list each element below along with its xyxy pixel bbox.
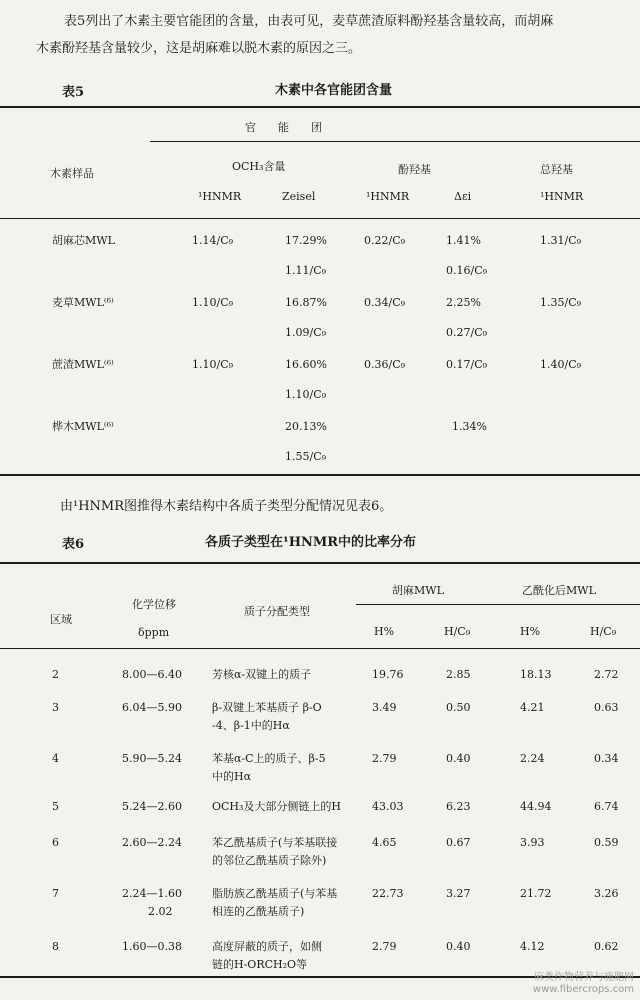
table6-sub-h-percent: H% [374,625,395,638]
table5-cell-och3-hnmr: 1.10/C₉ [192,358,234,371]
table6-cell-h-percent: 2.79 [372,940,397,953]
table6-cell-shift-line-2: 2.02 [148,905,173,918]
table6-cell-h-c9: 0.40 [446,940,471,953]
table6-cell-h-percent: 2.79 [372,752,397,765]
table6-cell-h-percent-acetylated: 21.72 [520,887,552,900]
table5-group-rule [150,141,640,142]
table6-cell-shift: 8.00—6.40 [122,668,182,681]
table6-cell-region: 6 [52,836,59,849]
table5-cell-phenolic-hnmr: 0.22/C₉ [364,234,406,247]
table6-cell-h-c9-acetylated: 0.59 [594,836,619,849]
table5-cell-total: 1.40/C₉ [540,358,582,371]
table5-row-header: 木素样品 [50,167,94,180]
table5-cell-phenolic-hnmr: 0.34/C₉ [364,296,406,309]
table6-cell-h-c9: 6.23 [446,800,471,813]
table5-cell-zeisel-2: 1.09/C₉ [285,326,327,339]
table6-sub-h-c9-acetylated: H/C₉ [590,625,617,638]
table5-cell-dei: 0.17/C₉ [446,358,488,371]
table6-cell-h-c9: 0.50 [446,701,471,714]
table6-cell-h-percent-acetylated: 4.12 [520,940,545,953]
table5-cell-zeisel-2: 1.55/C₉ [285,450,327,463]
table5-group-header: 官 能 团 [245,121,322,134]
table5-bottom-rule [0,474,640,476]
table6-cell-type-line-2: 链的H-ORCH₂O等 [212,958,308,971]
table6-sub-h-c9: H/C₉ [444,625,471,638]
table6-cell-type: 苯乙酰基质子(与苯基联接 [212,836,338,849]
table5-cell-dei: 1.41% [446,234,481,247]
table5-title: 木素中各官能团含量 [275,83,393,98]
table6-col-shift-unit: δppm [138,626,170,639]
table6-cell-region: 5 [52,800,59,813]
table6-cell-shift: 1.60—0.38 [122,940,182,953]
table6-cell-shift: 5.90—5.24 [122,752,182,765]
table5-cell-zeisel: 20.13% [285,420,327,433]
table6-cell-h-percent-acetylated: 18.13 [520,668,552,681]
table6-intro-text: 由¹HNMR图推得木素结构中各质子类型分配情况见表6。 [60,499,393,514]
table6-group-rule [356,604,640,605]
table6-top-rule [0,562,640,564]
table6-cell-type-line-2: 的邻位乙酰基质子除外) [212,854,327,867]
table5-col-total: 总羟基 [540,163,573,176]
table6-cell-shift: 5.24—2.60 [122,800,182,813]
table5-cell-och3-hnmr: 1.10/C₉ [192,296,234,309]
table5-cell-zeisel: 17.29% [285,234,327,247]
table6-title: 各质子类型在¹HNMR中的比率分布 [205,535,417,550]
table6-cell-type: 脂肪族乙酰基质子(与苯基 [212,887,338,900]
table6-col-shift: 化学位移 [132,598,176,611]
table6-cell-h-percent-acetylated: 4.21 [520,701,545,714]
table6-cell-h-percent: 4.65 [372,836,397,849]
table6-cell-region: 7 [52,887,59,900]
table6-cell-region: 4 [52,752,59,765]
table5-col-och3: OCH₃含量 [232,160,286,173]
table6-cell-h-c9-acetylated: 0.34 [594,752,619,765]
table6-cell-type: 高度屏蔽的质子，如侧 [212,940,322,953]
table5-cell-dei-2: 0.16/C₉ [446,264,488,277]
table6-cell-h-percent: 22.73 [372,887,404,900]
table6-cell-type-line-2: 中的Hα [212,770,252,783]
table6-cell-h-c9-acetylated: 2.72 [594,668,619,681]
table5-sub-hnmr-phenolic: ¹HNMR [366,190,410,203]
table6-cell-h-percent-acetylated: 44.94 [520,800,552,813]
table6-cell-shift: 2.24—1.60 [122,887,182,900]
table5-sub-hnmr-och3: ¹HNMR [198,190,242,203]
table6-cell-type: β-双键上苯基质子 β-O [212,701,322,714]
table6-col-type: 质子分配类型 [244,605,310,618]
intro-line-2: 木素酚羟基含量较少，这是胡麻难以脱木素的原因之三。 [36,41,362,56]
table6-cell-h-percent-acetylated: 2.24 [520,752,545,765]
table5-cell-dei: 2.25% [446,296,481,309]
table6-cell-type: 芳核α-双键上的质子 [212,668,312,681]
table6-cell-type-line-2: 相连的乙酰基质子) [212,905,305,918]
table5-number: 表5 [62,85,85,100]
intro-line-1: 表5列出了木素主要官能团的含量，由表可见，麦草蔗渣原料酚羟基含量较高，而胡麻 [64,14,554,29]
table6-cell-h-percent: 43.03 [372,800,404,813]
table5-cell-total: 1.35/C₉ [540,296,582,309]
watermark-line-2: www.fibercrops.com [532,984,634,995]
table5-cell-phenolic-hnmr: 0.36/C₉ [364,358,406,371]
table5-cell-dei: 1.34% [452,420,487,433]
table5-cell-zeisel-2: 1.10/C₉ [285,388,327,401]
table5-sample: 麦草MWL⁽⁶⁾ [52,296,114,309]
table5-sub-hnmr-total: ¹HNMR [540,190,584,203]
table6-cell-h-c9: 0.40 [446,752,471,765]
table6-col-acetylated-mwl: 乙酰化后MWL [522,584,596,597]
table5-cell-dei-2: 0.27/C₉ [446,326,488,339]
table6-col-mwl: 胡麻MWL [392,584,444,597]
table6-cell-type-line-2: -4、β-1中的Hα [212,719,290,732]
table5-sample: 蔗渣MWL⁽⁶⁾ [52,358,114,371]
table6-cell-h-percent: 3.49 [372,701,397,714]
table6-sub-h-percent-acetylated: H% [520,625,541,638]
table5-cell-total: 1.31/C₉ [540,234,582,247]
table5-sample: 胡麻芯MWL [52,234,115,247]
table6-header-rule [0,648,640,649]
table6-number: 表6 [62,537,85,552]
table6-cell-shift: 2.60—2.24 [122,836,182,849]
table5-sub-dei: Δεi [454,190,472,203]
table5-cell-och3-hnmr: 1.14/C₉ [192,234,234,247]
table5-header-rule [0,218,640,219]
table6-cell-h-c9: 3.27 [446,887,471,900]
watermark-line-1: 麻类作物营养与施肥网 [534,972,634,983]
table5-col-phenolic: 酚羟基 [398,163,431,176]
table5-sample: 桦木MWL⁽⁶⁾ [52,420,114,433]
table6-cell-type: OCH₃及大部分侧链上的H [212,800,342,813]
table6-cell-h-c9-acetylated: 3.26 [594,887,619,900]
table5-sub-zeisel: Zeisel [282,190,316,203]
table5-cell-zeisel: 16.87% [285,296,327,309]
table6-cell-type: 苯基α-C上的质子、β-5 [212,752,326,765]
table6-cell-h-c9: 0.67 [446,836,471,849]
table6-cell-shift: 6.04—5.90 [122,701,182,714]
table6-cell-h-c9-acetylated: 6.74 [594,800,619,813]
table6-cell-h-c9-acetylated: 0.63 [594,701,619,714]
table6-cell-h-percent: 19.76 [372,668,404,681]
table6-cell-region: 3 [52,701,59,714]
table6-cell-h-percent-acetylated: 3.93 [520,836,545,849]
table5-top-rule [0,106,640,108]
table6-cell-region: 2 [52,668,59,681]
table6-col-region: 区域 [50,613,72,626]
table5-cell-zeisel-2: 1.11/C₉ [285,264,327,277]
table6-cell-h-c9-acetylated: 0.62 [594,940,619,953]
table5-cell-zeisel: 16.60% [285,358,327,371]
table6-cell-region: 8 [52,940,59,953]
watermark [533,972,634,996]
table6-cell-h-c9: 2.85 [446,668,471,681]
